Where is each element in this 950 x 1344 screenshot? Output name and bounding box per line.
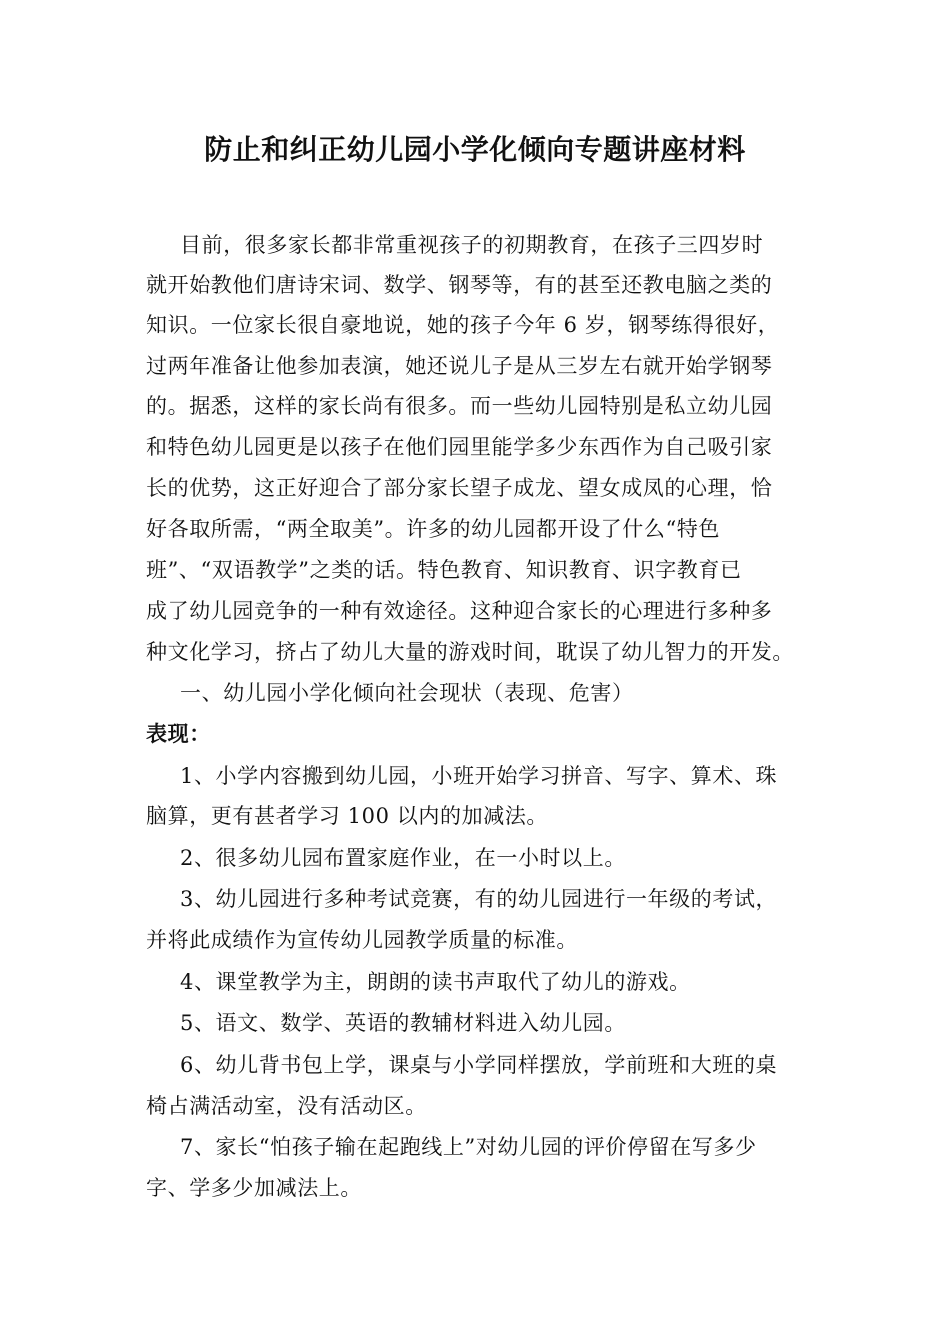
list-item: 2、很多幼儿园布置家庭作业，在一小时以上。 <box>180 846 626 870</box>
list-item: 3、幼儿园进行多种考试竞赛，有的幼儿园进行一年级的考试， <box>180 887 778 911</box>
list-item: 5、语文、数学、英语的教辅材料进入幼儿园。 <box>180 1011 626 1035</box>
list-item: 7、家长“怕孩子输在起跑线上”对幼儿园的评价停留在写多少 <box>180 1135 757 1159</box>
paragraph-line: 长的优势，这正好迎合了部分家长望子成龙、望女成凤的心理，恰 <box>146 476 773 500</box>
paragraph-line: 班”、“双语教学”之类的话。特色教育、知识教育、识字教育已 <box>146 558 742 582</box>
paragraph-line: 种文化学习，挤占了幼儿大量的游戏时间，耽误了幼儿智力的开发。 <box>146 640 794 664</box>
paragraph-line: 过两年准备让他参加表演，她还说儿子是从三岁左右就开始学钢琴 <box>146 354 773 378</box>
subheading-label: 表现： <box>146 722 211 746</box>
list-item-continuation: 并将此成绩作为宣传幼儿园教学质量的标准。 <box>146 928 578 952</box>
paragraph-line: 的。据悉，这样的家长尚有很多。而一些幼儿园特别是私立幼儿园 <box>146 394 773 418</box>
list-item: 4、课堂教学为主，朗朗的读书声取代了幼儿的游戏。 <box>180 970 691 994</box>
list-item-continuation: 脑算，更有甚者学习 100 以内的加减法。 <box>146 804 549 828</box>
paragraph-line: 和特色幼儿园更是以孩子在他们园里能学多少东西作为自己吸引家 <box>146 435 773 459</box>
list-item: 6、幼儿背书包上学，课桌与小学同样摆放，学前班和大班的桌 <box>180 1053 778 1077</box>
paragraph-line: 成了幼儿园竞争的一种有效途径。这种迎合家长的心理进行多种多 <box>146 599 773 623</box>
section-heading: 一、幼儿园小学化倾向社会现状（表现、危害） <box>180 681 634 705</box>
paragraph-line: 就开始教他们唐诗宋词、数学、钢琴等，有的甚至还教电脑之类的 <box>146 273 773 297</box>
list-item-continuation: 椅占满活动室，没有活动区。 <box>146 1094 427 1118</box>
list-item-continuation: 字、学多少加减法上。 <box>146 1176 362 1200</box>
paragraph-line: 知识。一位家长很自豪地说，她的孩子今年 6 岁，钢琴练得很好， <box>146 313 780 337</box>
paragraph-line: 目前，很多家长都非常重视孩子的初期教育，在孩子三四岁时 <box>180 233 764 257</box>
list-item: 1、小学内容搬到幼儿园，小班开始学习拼音、写字、算术、珠 <box>180 764 778 788</box>
document-title: 防止和纠正幼儿园小学化倾向专题讲座材料 <box>204 133 746 166</box>
paragraph-line: 好各取所需，“两全取美”。许多的幼儿园都开设了什么“特色 <box>146 517 721 541</box>
